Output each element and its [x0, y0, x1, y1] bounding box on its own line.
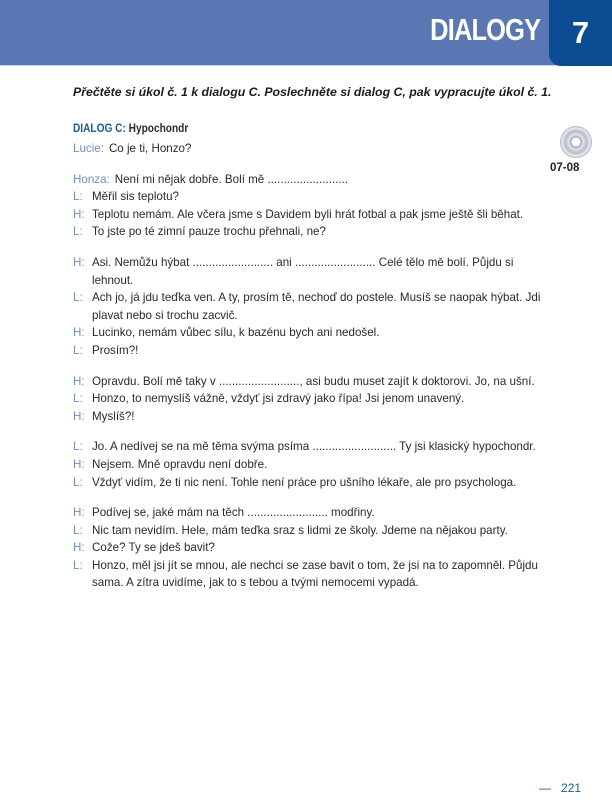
dialog-line	[73, 522, 548, 540]
dialog-line	[73, 474, 548, 492]
instruction: Přečtěte si úkol č. 1 k dialogu C. Poslechněte si dialog C, pak vypracujte úkol č. 1.	[73, 85, 552, 99]
dialog-line	[73, 390, 548, 408]
line-text: Honzo, to nemyslíš vážně, vždyť jsi zdravý jako řípa! Jsi jenom unavený.	[92, 392, 465, 406]
line-text: Asi. Nemůžu hýbat ......................... ani ......................... Celé tělo mě bolí. Půjdu si lehnout.	[92, 255, 514, 287]
dialog-line	[73, 438, 548, 456]
speaker-label: H:	[73, 374, 85, 388]
dialog-line	[73, 206, 548, 224]
speaker-label: L:	[73, 558, 83, 572]
speaker-label: H:	[73, 326, 85, 340]
speaker-label: L:	[73, 523, 83, 537]
speaker-label: Lucie:	[73, 142, 104, 155]
speaker-label: H:	[73, 409, 85, 423]
dialog-line	[73, 557, 548, 592]
dialog-line	[73, 324, 548, 342]
line-text: Myslíš?!	[92, 409, 135, 423]
line-text: Lucinko, nemám vůbec sílu, k bazénu bych ani nedošel.	[92, 326, 380, 340]
dialog-title	[73, 123, 188, 135]
line-text: Není mi nějak dobře. Bolí mě .........................	[114, 172, 348, 186]
dialog-name: Hypochondr	[128, 123, 189, 135]
line-text: To jste po té zimní pauze trochu přehnali, ne?	[92, 225, 326, 239]
dialog-line	[73, 342, 548, 360]
page-number: 221	[561, 781, 582, 795]
speaker-label: H:	[73, 541, 85, 555]
line-text: Teplotu nemám. Ale včera jsme s Davidem byli hrát fotbal a pak jsme ještě šli běhat.	[92, 207, 524, 221]
chapter-number: 7	[549, 0, 612, 66]
dialog-line	[73, 140, 548, 158]
line-text: Opravdu. Bolí mě taky v ........................., asi budu muset zajít k doktorovi. Jo, na ušní.	[92, 374, 535, 388]
dialog-line	[73, 408, 548, 426]
line-text: Honzo, měl jsi jít se mnou, ale nechci se zase bavit o tom, že jsi na to zapomněl. Půjdu sama. A zítra uvidíme, jak to s tebou a tvými nemocemi vypadá.	[92, 558, 538, 590]
dialog-group	[73, 504, 548, 592]
dialog-line	[73, 171, 548, 189]
page-footer	[539, 781, 581, 795]
dialog-group	[73, 140, 548, 158]
line-text: Nejsem. Mně opravdu není dobře.	[92, 457, 268, 471]
dialog-group	[73, 171, 548, 241]
line-text: Vždyť vidím, že ti nic není. Tohle není práce pro ušního lékaře, ale pro psychologa.	[92, 475, 517, 489]
section-title: DIALOGY	[429, 12, 540, 47]
speaker-label: H:	[73, 457, 85, 471]
dialog-line	[73, 504, 548, 522]
speaker-label: L:	[73, 291, 83, 305]
dialog-label: DIALOG C:	[73, 123, 126, 135]
speaker-label: H:	[73, 255, 85, 269]
speaker-label: L:	[73, 392, 83, 406]
cd-icon	[560, 126, 592, 158]
dialog-group	[73, 373, 548, 426]
speaker-label: L:	[73, 343, 83, 357]
speaker-label: L:	[73, 225, 83, 239]
speaker-label: Honza:	[73, 172, 110, 186]
dialog-line	[73, 289, 548, 324]
line-text: Nic tam nevidím. Hele, mám teďka sraz s lidmi ze školy. Jdeme na nějakou party.	[92, 523, 508, 537]
dialog-line	[73, 456, 548, 474]
dialog-group	[73, 254, 548, 360]
audio-track-label: 07-08	[550, 162, 580, 174]
speaker-label: H:	[73, 506, 85, 520]
dialog-line	[73, 223, 548, 241]
dialog-text	[73, 140, 548, 592]
line-text: Jo. A nedívej se na mě těma svýma psíma .......................... Ty jsi klasický hypochondr.	[92, 440, 536, 454]
line-text: Podívej se, jaké mám na těch ......................... modřiny.	[92, 506, 375, 520]
dialog-line	[73, 188, 548, 206]
line-text: Ach jo, já jdu teďka ven. A ty, prosím tě, nechoď do postele. Musíš se naopak hýbat. Jdi plavat nebo si trochu zacvič.	[92, 291, 541, 322]
footer-dash: —	[539, 781, 551, 795]
dialog-line	[73, 373, 548, 391]
line-text: Prosím?!	[92, 343, 139, 357]
speaker-label: L:	[73, 190, 83, 204]
line-text: Měřil sis teplotu?	[92, 190, 179, 204]
chapter-header-band	[0, 0, 612, 66]
speaker-label: H:	[73, 207, 85, 221]
line-text: Cože? Ty se jdeš bavit?	[92, 541, 215, 555]
line-text: Co je ti, Honzo?	[108, 142, 192, 155]
dialog-group	[73, 438, 548, 491]
dialog-line	[73, 254, 548, 289]
speaker-label: L:	[73, 440, 83, 454]
speaker-label: L:	[73, 475, 83, 489]
dialog-line	[73, 539, 548, 557]
